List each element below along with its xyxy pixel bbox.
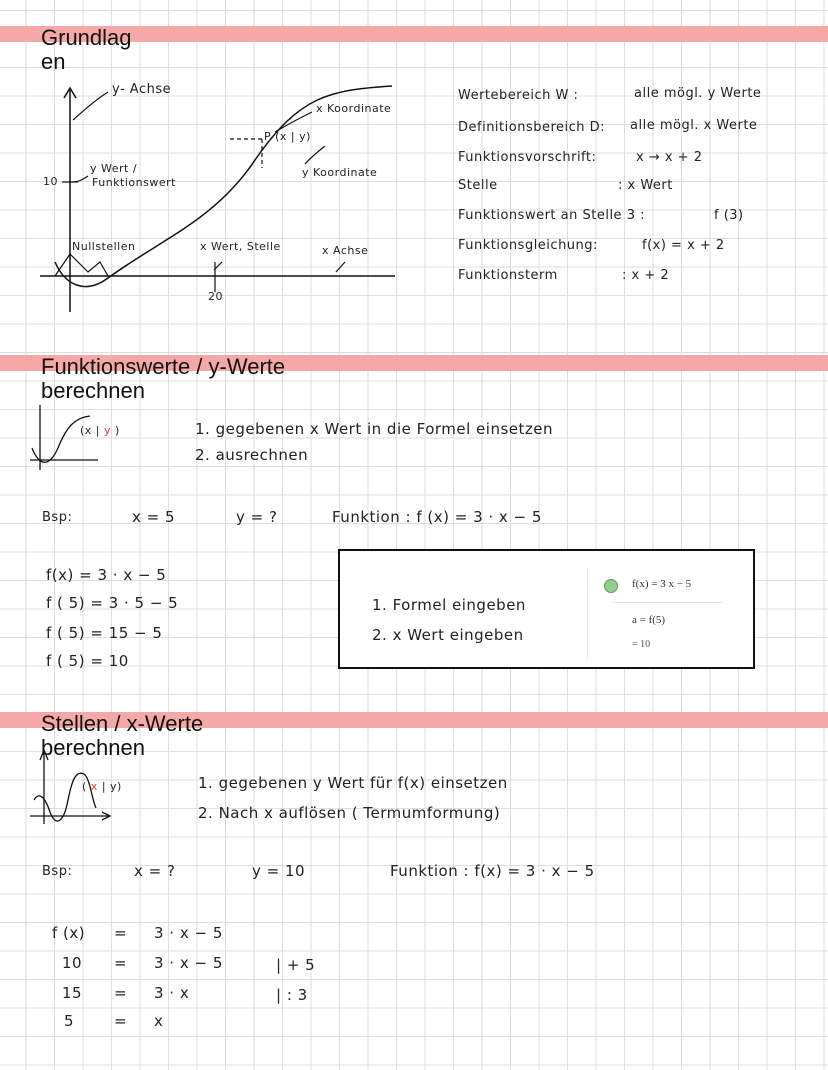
section-title-grundlagen: Grundlag en: [41, 25, 132, 74]
calc-line: f ( 5) = 3 · 5 − 5: [46, 594, 179, 612]
definition-value: alle mögl. x Werte: [630, 118, 758, 133]
definition-label: Definitionsbereich D:: [458, 120, 606, 135]
definition-label: Stelle: [458, 178, 498, 193]
calc-line: f(x) = 3 · x − 5: [46, 566, 167, 584]
definition-value: f (3): [714, 208, 744, 223]
label-x-achse: x Achse: [322, 244, 369, 257]
eq-sign: =: [114, 924, 128, 942]
label-nullstellen: Nullstellen: [72, 240, 136, 253]
box-step-1: 1. Formel eingeben: [372, 596, 526, 614]
operation-note: | : 3: [276, 986, 308, 1004]
definition-label: Funktionsgleichung:: [458, 238, 598, 253]
geogebra-function[interactable]: f(x) = 3 x − 5: [632, 578, 692, 590]
step-2: 2. Nach x auflösen ( Termumformung): [198, 804, 501, 822]
geogebra-result: = 10: [632, 639, 651, 650]
eq-left: 5: [64, 1012, 75, 1030]
example-bsp: Bsp:: [42, 864, 73, 879]
box-step-2: 2. x Wert eingeben: [372, 626, 524, 644]
eq-left: 15: [62, 984, 83, 1002]
sketch-point-label: (x | y ): [80, 424, 120, 437]
definition-value: : x Wert: [618, 178, 673, 193]
definition-value: x → x + 2: [636, 150, 703, 165]
step-1: 1. gegebenen x Wert in die Formel einsetzen: [195, 420, 553, 438]
sketch-point-label: ( x | y): [82, 780, 122, 793]
definition-label: Funktionsvorschrift:: [458, 150, 597, 165]
geogebra-assign[interactable]: a = f(5): [632, 614, 666, 626]
example-y: y = ?: [236, 508, 278, 526]
example-x: x = 5: [132, 508, 176, 526]
label-point-p: P (x | y): [264, 130, 311, 143]
section-title-stellen: Stellen / x-Werte berechnen: [41, 711, 204, 760]
eq-right: 3 · x: [154, 984, 190, 1002]
operation-note: | + 5: [276, 956, 316, 974]
label-x-koordinate: x Koordinate: [316, 102, 392, 115]
definition-value: alle mögl. y Werte: [634, 86, 762, 101]
example-function: Funktion : f (x) = 3 · x − 5: [332, 508, 542, 526]
step-1: 1. gegebenen y Wert für f(x) einsetzen: [198, 774, 508, 792]
definition-label: Wertebereich W :: [458, 88, 579, 103]
example-y: y = 10: [252, 862, 306, 880]
example-function: Funktion : f(x) = 3 · x − 5: [390, 862, 595, 880]
eq-right: 3 · x − 5: [154, 924, 223, 942]
example-bsp: Bsp:: [42, 510, 73, 525]
definition-label: Funktionsterm: [458, 268, 558, 283]
definition-value: f(x) = x + 2: [642, 238, 725, 253]
step-2: 2. ausrechnen: [195, 446, 309, 464]
eq-left: f (x): [52, 924, 86, 942]
example-x: x = ?: [134, 862, 176, 880]
label-y-wert: y Wert /: [90, 162, 138, 175]
eq-sign: =: [114, 984, 128, 1002]
eq-sign: =: [114, 1012, 128, 1030]
definition-label: Funktionswert an Stelle 3 :: [458, 208, 645, 223]
calc-line: f ( 5) = 10: [46, 652, 129, 670]
label-y-achse: y- Achse: [112, 82, 172, 97]
eq-sign: =: [114, 954, 128, 972]
label-ten: 10: [43, 175, 58, 188]
section-title-funktionswerte: Funktionswerte / y-Werte berechnen: [41, 354, 286, 403]
definition-value: : x + 2: [622, 268, 670, 283]
label-funktionswert: Funktionswert: [92, 176, 176, 189]
calc-line: f ( 5) = 15 − 5: [46, 624, 163, 642]
label-twenty: 20: [208, 290, 223, 303]
label-y-koordinate: y Koordinate: [302, 166, 378, 179]
eq-right: 3 · x − 5: [154, 954, 223, 972]
label-x-wert-stelle: x Wert, Stelle: [200, 240, 281, 253]
eq-left: 10: [62, 954, 83, 972]
eq-right: x: [154, 1012, 164, 1030]
